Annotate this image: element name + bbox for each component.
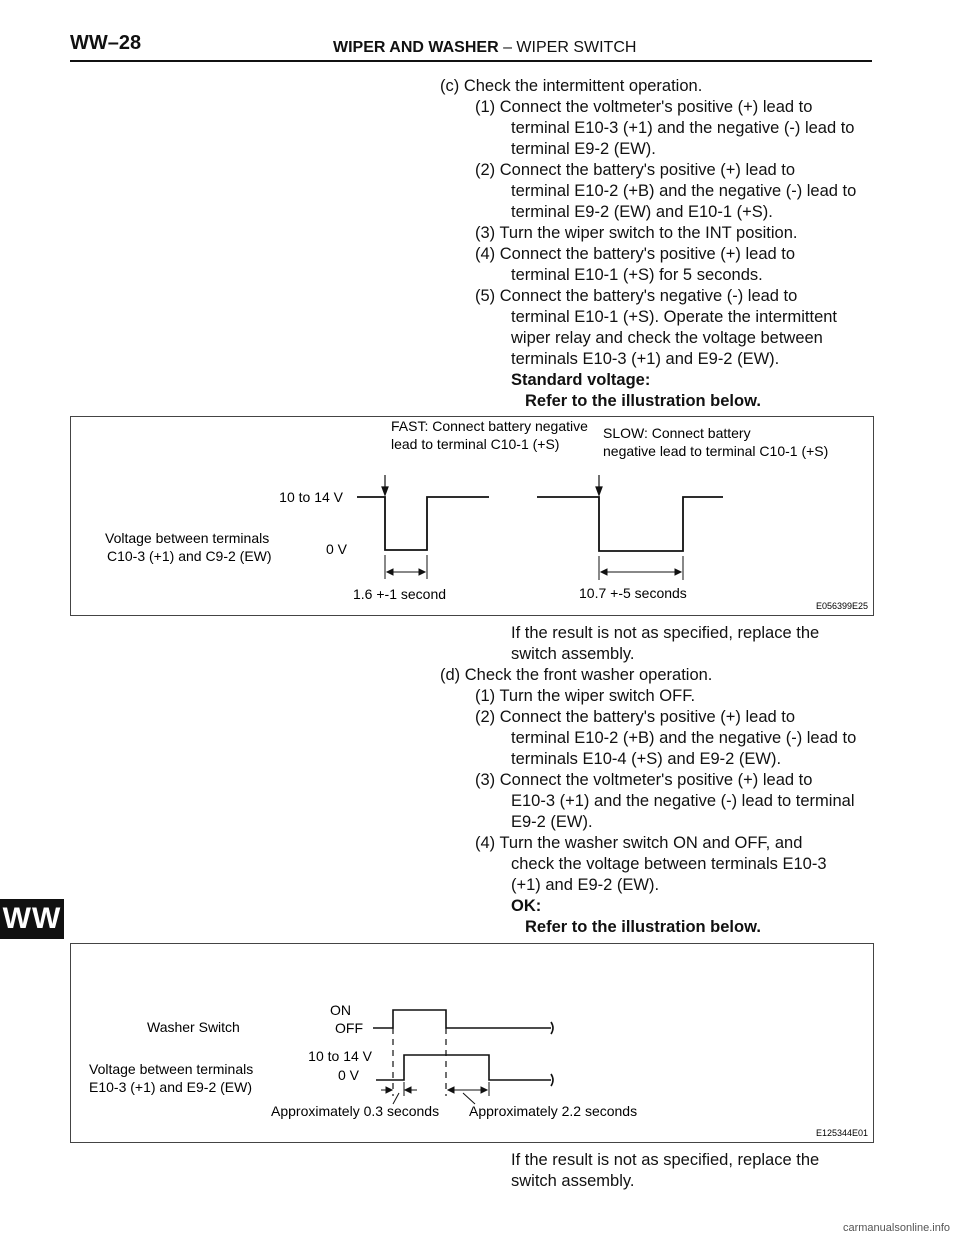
step-c5-line3: wiper relay and check the voltage between xyxy=(511,329,823,347)
page-title-sub: – WIPER SWITCH xyxy=(498,39,637,56)
slow-duration-arrow-left xyxy=(601,569,607,575)
fast-label-line1: FAST: Connect battery negative xyxy=(391,418,588,434)
hold-label: Approximately 2.2 seconds xyxy=(469,1103,638,1119)
step-d3-line2: E10-3 (+1) and the negative (-) lead to terminal xyxy=(511,792,855,810)
result-d-line1: If the result is not as specified, replace the xyxy=(511,1151,820,1169)
step-c3-line1: (3) Turn the wiper switch to the INT position. xyxy=(475,224,798,242)
step-c5-line2: terminal E10-1 (+S). Operate the intermittent xyxy=(511,308,838,326)
slow-label-line2: negative lead to terminal C10-1 (+S) xyxy=(603,443,829,459)
spec-value: Refer to the illustration below. xyxy=(525,392,761,410)
fast-duration-arrow-left xyxy=(387,569,393,575)
voltage-trace-break xyxy=(551,1074,553,1086)
step-d-heading: (d) Check the front washer operation. xyxy=(440,666,713,684)
fig2-high-level: 10 to 14 V xyxy=(308,1048,372,1064)
header-rule xyxy=(70,60,872,62)
fig1-high-level: 10 to 14 V xyxy=(279,489,343,505)
fig1-voltage-label-line2: C10-3 (+1) and C9-2 (EW) xyxy=(107,548,272,564)
fast-duration-label: 1.6 +-1 second xyxy=(353,586,447,602)
off-label: OFF xyxy=(335,1020,363,1036)
step-d4-line2: check the voltage between terminals E10-3 xyxy=(511,855,827,873)
step-c1-line1: (1) Connect the voltmeter's positive (+) lead to xyxy=(475,98,813,116)
washer-timing-diagram xyxy=(71,944,873,1142)
washer-timing-figure xyxy=(70,943,874,1143)
slow-duration-label: 10.7 +-5 seconds xyxy=(579,585,687,601)
intermittent-waveform-figure xyxy=(70,416,874,616)
ok-value: Refer to the illustration below. xyxy=(525,918,761,936)
step-c2-line2: terminal E10-2 (+B) and the negative (-) lead to xyxy=(511,182,857,200)
step-d2-line1: (2) Connect the battery's positive (+) lead to xyxy=(475,708,796,726)
step-c4-line2: terminal E10-1 (+S) for 5 seconds. xyxy=(511,266,763,284)
page-title xyxy=(333,39,636,57)
step-c1-line2: terminal E10-3 (+1) and the negative (-) lead to xyxy=(511,119,855,137)
slow-waveform xyxy=(537,497,723,551)
fig2-voltage-label-line2: E10-3 (+1) and E9-2 (EW) xyxy=(89,1079,253,1095)
slow-label-line1: SLOW: Connect battery xyxy=(603,425,751,441)
fast-duration-arrow-right xyxy=(419,569,425,575)
step-c1-line3: terminal E9-2 (EW). xyxy=(511,140,656,158)
fig2-low-level: 0 V xyxy=(337,1067,359,1083)
washer-switch-waveform xyxy=(373,1010,551,1028)
step-c2-line1: (2) Connect the battery's positive (+) lead to xyxy=(475,161,796,179)
step-d1-line1: (1) Turn the wiper switch OFF. xyxy=(475,687,696,705)
hold-arrow-left xyxy=(448,1087,454,1093)
step-d4-line3: (+1) and E9-2 (EW). xyxy=(511,876,660,894)
delay-arrow-right-head xyxy=(405,1087,411,1093)
fig1-low-level: 0 V xyxy=(325,541,347,557)
step-d3-line1: (3) Connect the voltmeter's positive (+) lead to xyxy=(475,771,813,789)
step-c5-line4: terminals E10-3 (+1) and E9-2 (EW). xyxy=(511,350,780,368)
step-c2-line3: terminal E9-2 (EW) and E10-1 (+S). xyxy=(511,203,773,221)
step-d2-line3: terminals E10-4 (+S) and E9-2 (EW). xyxy=(511,750,782,768)
switch-trace-break xyxy=(551,1022,553,1034)
fast-label-line2: lead to terminal C10-1 (+S) xyxy=(391,436,560,452)
step-c-heading: (c) Check the intermittent operation. xyxy=(440,77,703,95)
hold-arrow-right xyxy=(481,1087,487,1093)
section-tab: WW xyxy=(0,899,64,939)
step-d2-line2: terminal E10-2 (+B) and the negative (-) lead to xyxy=(511,729,857,747)
footer-watermark: carmanualsonline.info xyxy=(842,1222,950,1234)
ok-label: OK: xyxy=(511,897,542,915)
page-title-main: WIPER AND WASHER xyxy=(333,39,499,56)
step-d4-line1: (4) Turn the washer switch ON and OFF, and xyxy=(475,834,803,852)
fig2-voltage-label-line1: Voltage between terminals xyxy=(89,1061,254,1077)
on-label: ON xyxy=(330,1002,351,1018)
step-d3-line3: E9-2 (EW). xyxy=(511,813,593,831)
page-code: WW–28 xyxy=(70,32,142,54)
step-c5-line1: (5) Connect the battery's negative (-) lead to xyxy=(475,287,798,305)
spec-label: Standard voltage: xyxy=(511,371,651,389)
delay-label: Approximately 0.3 seconds xyxy=(271,1103,440,1119)
delay-arrow-left-head xyxy=(386,1087,392,1093)
voltage-waveform xyxy=(376,1055,551,1080)
result-c-line2: switch assembly. xyxy=(511,645,635,663)
intermittent-waveform-diagram xyxy=(71,417,873,615)
figure2-code: E125344E01 xyxy=(815,1128,868,1138)
result-c-line1: If the result is not as specified, replace the xyxy=(511,624,820,642)
fig1-voltage-label-line1: Voltage between terminals xyxy=(105,530,270,546)
slow-trigger-arrowhead xyxy=(596,487,602,495)
result-d-line2: switch assembly. xyxy=(511,1172,635,1190)
fast-trigger-arrowhead xyxy=(382,487,388,495)
step-c4-line1: (4) Connect the battery's positive (+) lead to xyxy=(475,245,796,263)
figure1-code: E056399E25 xyxy=(815,601,868,611)
washer-switch-label: Washer Switch xyxy=(147,1019,240,1035)
fast-waveform xyxy=(357,497,489,550)
slow-duration-arrow-right xyxy=(675,569,681,575)
